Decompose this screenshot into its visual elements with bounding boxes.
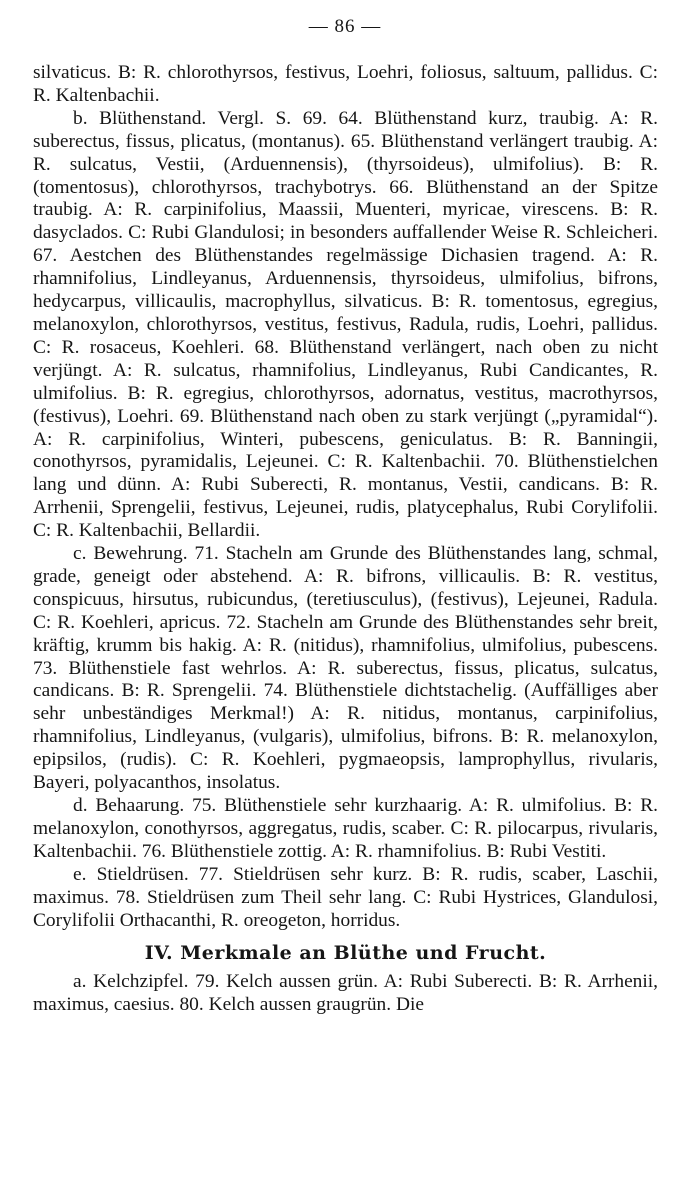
paragraph-behaarung: d. Behaarung. 75. Blüthenstiele sehr kurzhaarig. A: R. ulmifolius. B: R. melanoxylon, conothyrsos, aggregatus, rudis, scaber. C: R. pilocarpus, rivularis, Kaltenbachii. 76. Blüthenstiele zottig. A: R. rhamnifolius. B: Rubi Vestiti. <box>33 795 658 862</box>
section-heading: IV. Merkmale an Blüthe und Frucht. <box>144 942 547 965</box>
page-number: — 86 — <box>308 16 382 37</box>
paragraph-silvaticus: silvaticus. B: R. chlorothyrsos, festivus, Loehri, foliosus, saltuum, pallidus. C: R. Kaltenbachii. <box>33 62 658 106</box>
paragraph-stieldruesen: e. Stieldrüsen. 77. Stieldrüsen sehr kurz. B: R. rudis, scaber, Laschii, maximus. 78. Stieldrüsen zum Theil sehr lang. C: Rubi Hystrices, Glandulosi, Corylifolii Orthacanthi, R. oreogeton, horridus. <box>33 863 658 931</box>
paragraph-bewehrung: c. Bewehrung. 71. Stacheln am Grunde des Blüthenstandes lang, schmal, grade, geneigt oder abstehend. A: R. bifrons, villicaulis. B: R. vestitus, conspicuus, hirsutus, rubicundus, (teretiusculus), (festivus), Lejeunei, Radula. C: R. Koehleri, apricus. 72. Stacheln am Grunde des Blüthenstandes sehr breit, kräftig, krumm bis hakig. A: R. (nitidus), rhamnifolius, ulmifolius, pubescens. 73. Blüthenstiele fast wehrlos. A: R. suberectus, fissus, plicatus, sulcatus, candicans. B: R. Sprengelii. 74. Blüthenstiele dichtstachelig. (Auffälliges aber sehr unbeständiges Merkmal!) A: R. nitidus, montanus, carpinifolius, rhamnifolius, Lindleyanus, (vulgaris), ulmifolius, bifrons. B: R. melanoxylon, epipsilos, (rudis). C: R. Koehleri, pygmaeopsis, lamprophyllus, rivularis, Bayeri, polyacanthos, insolatus. <box>33 543 658 794</box>
paragraph-kelchzipfel: a. Kelchzipfel. 79. Kelch aussen grün. A: Rubi Suberecti. B: R. Arrhenii, maximus, caesius. 80. Kelch aussen graugrün. Die <box>33 971 658 1016</box>
body-text <box>33 62 658 1017</box>
paragraph-bluethenstand: b. Blüthenstand. Vergl. S. 69. 64. Blüthenstand kurz, traubig. A: R. suberectus, fissus, plicatus, (montanus). 65. Blüthenstand verlängert traubig. A: R. sulcatus, Vestii, (Arduennensis), (thyrsoideus), ulmifolius). B: R. (tomentosus), chlorothyrsos, trachybotrys. 66. Blüthenstand an der Spitze traubig. A: R. carpinifolius, Maassii, Muenteri, myricae, virescens. B: R. dasyclados. C: Rubi Glandulosi; in besonders auffallender Weise R. Schleicheri. 67. Aestchen des Blüthenstandes regelmässige Dichasien tragend. A: R. rhamnifolius, Lindleyanus, Arduennensis, thyrsoideus, ulmifolius, bifrons, hedycarpus, villicaulis, macrophyllus, silvaticus. B: R. tomentosus, egregius, melanoxylon, chlorothyrsos, vestitus, festivus, Radula, rudis, Loehri, pallidus. C: R. rosaceus, Koehleri. 68. Blüthenstand verlängert, nach oben zu nicht verjüngt. A: R. sulcatus, rhamnifolius, Lindleyanus, Rubi Candicantes, R. ulmifolius. B: R. egregius, chlorothyrsos, adornatus, vestitus, macrothyrsos, (festivus), Loehri. 69. Blüthenstand nach oben zu stark verjüngt („pyramidal“). A: R. carpinifolius, Winteri, pubescens, geniculatus. B: R. Banningii, conothyrsos, pyramidalis, Lejeunei. C: R. Kaltenbachii. 70. Blüthenstielchen lang und dünn. A: Rubi Suberecti, R. montanus, Vestii, candicans. B: R. Arrhenii, Sprengelii, festivus, Lejeunei, rudis, platycephalus, Rubi Corylifolii. C: R. Kaltenbachii, Bellardii. <box>33 107 658 542</box>
